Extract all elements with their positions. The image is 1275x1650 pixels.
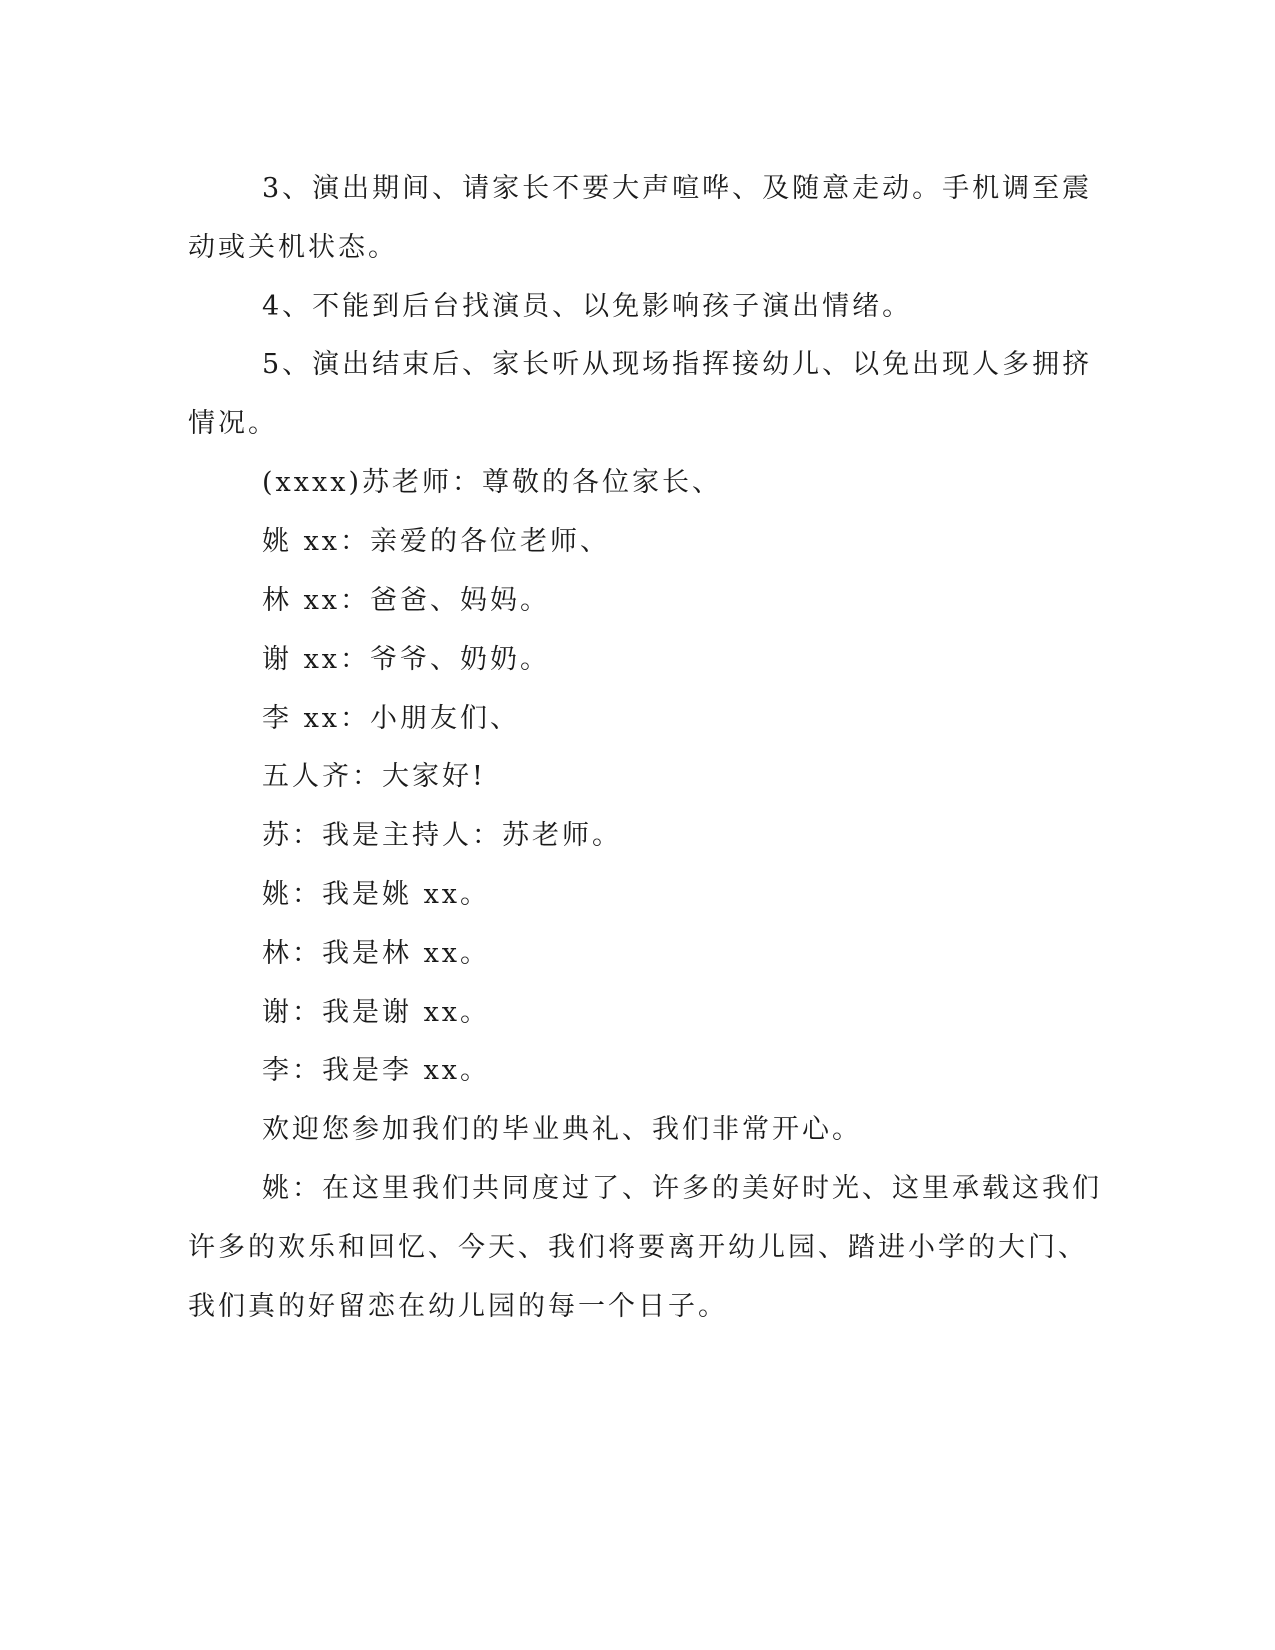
dialogue-line: 林 xx：爸爸、妈妈。 [262,585,551,616]
dialogue-line: 五人齐：大家好! [262,761,486,792]
welcome-line: 欢迎您参加我们的毕业典礼、我们非常开心。 [262,1114,862,1145]
dialogue-line: 李：我是李 xx。 [262,1055,491,1086]
closing-paragraph-line-1: 姚：在这里我们共同度过了、许多的美好时光、这里承载这我们 [262,1173,1102,1204]
dialogue-line: 谢：我是谢 xx。 [262,997,491,1028]
dialogue-line: 李 xx：小朋友们、 [262,703,521,734]
dialogue-line: 姚：我是姚 xx。 [262,879,491,910]
paragraph-5-line-1: 5、演出结束后、家长听从现场指挥接幼儿、以免出现人多拥挤 [262,349,1093,380]
paragraph-3-line-2: 动或关机状态。 [188,232,398,263]
paragraph-3-line-1: 3、演出期间、请家长不要大声喧哗、及随意走动。手机调至震 [262,173,1093,204]
closing-paragraph-line-2: 许多的欢乐和回忆、今天、我们将要离开幼儿园、踏进小学的大门、 [188,1232,1088,1263]
dialogue-line: 林：我是林 xx。 [262,938,491,969]
dialogue-line: 苏：我是主持人：苏老师。 [262,820,622,851]
dialogue-line: 姚 xx：亲爱的各位老师、 [262,526,611,557]
paragraph-5-line-2: 情况。 [188,408,278,439]
dialogue-line: (xxxx)苏老师：尊敬的各位家长、 [262,467,722,498]
dialogue-line: 谢 xx：爷爷、奶奶。 [262,644,551,675]
paragraph-4: 4、不能到后台找演员、以免影响孩子演出情绪。 [262,291,913,322]
closing-paragraph-line-3: 我们真的好留恋在幼儿园的每一个日子。 [188,1291,728,1322]
